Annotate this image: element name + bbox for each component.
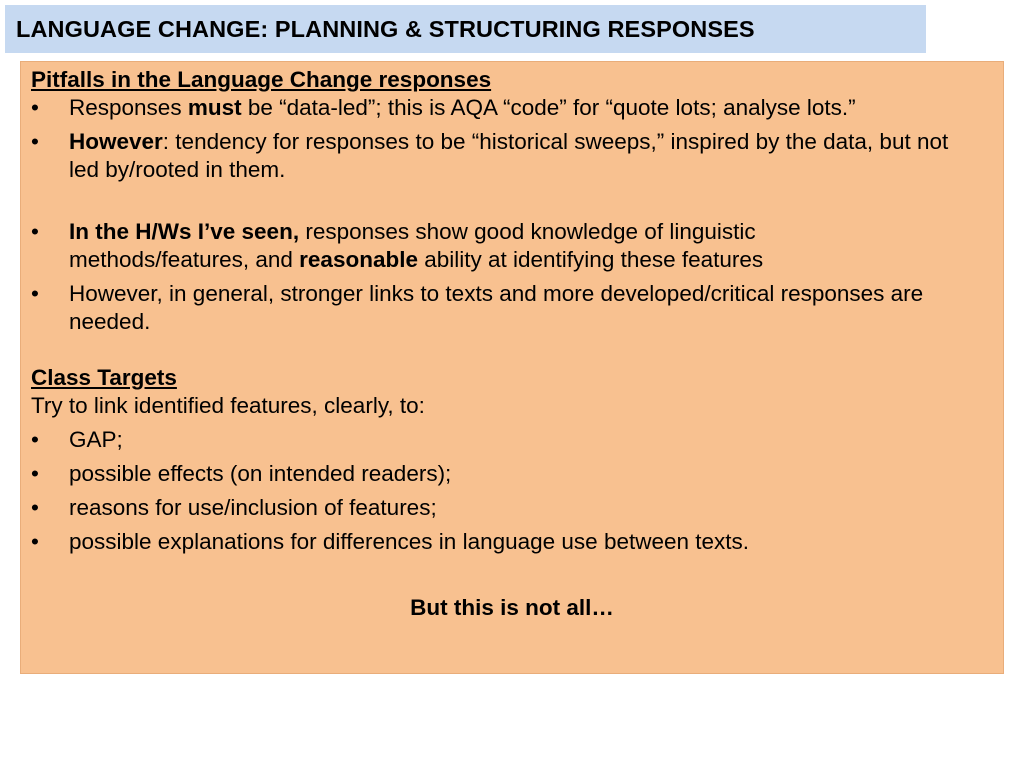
target-4-text: possible explanations for differences in language use between texts. (69, 529, 750, 554)
target-2-text: possible effects (on intended readers); (69, 461, 452, 486)
pitfall-item-2 (31, 128, 949, 184)
bullet-icon: • (31, 95, 39, 120)
pitfall-3-bold-2: reasonable (299, 247, 418, 272)
pitfall-item-1 (31, 94, 993, 122)
targets-heading: Class Targets (31, 365, 177, 390)
content-box (20, 61, 1004, 674)
target-3-text: reasons for use/inclusion of features; (69, 495, 437, 520)
target-item-2 (31, 460, 993, 488)
pitfall-1-text-a: Responses (69, 95, 188, 120)
target-item-3 (31, 494, 993, 522)
closing-line: But this is not all… (410, 595, 614, 620)
bullet-icon: • (31, 461, 39, 486)
pitfall-3-text-a: responses show good knowledge of linguistic methods/features, and (69, 219, 756, 272)
bullet-icon: • (31, 529, 39, 554)
pitfall-3-bold: In the H/Ws I’ve seen, (69, 219, 300, 244)
target-item-1 (31, 426, 993, 454)
bullet-icon: • (31, 129, 39, 154)
spacer (31, 556, 993, 594)
targets-intro: Try to link identified features, clearly, to: (31, 393, 425, 418)
bullet-icon: • (31, 495, 39, 520)
pitfall-3-text-b: ability at identifying these features (417, 247, 764, 272)
pitfall-item-4 (31, 280, 929, 336)
spacer (31, 184, 993, 212)
slide-title: LANGUAGE CHANGE: PLANNING & STRUCTURING RESPONSES (16, 15, 755, 42)
pitfall-1-bold: must (187, 95, 242, 120)
bullet-icon: • (31, 219, 39, 244)
pitfall-item-3 (31, 218, 909, 274)
pitfall-1-text-b: be “data-led”; this is AQA “code” for “quote lots; analyse lots.” (241, 95, 856, 120)
target-item-4 (31, 528, 993, 556)
targets-list (31, 426, 993, 556)
pitfall-2-bold: However (69, 129, 163, 154)
pitfall-4-text: However, in general, stronger links to texts and more developed/critical responses are needed. (69, 281, 924, 334)
target-1-text: GAP; (69, 427, 123, 452)
pitfall-2-text: : tendency for responses to be “historical sweeps,” inspired by the data, but not led by/rooted in them. (69, 129, 949, 182)
observations-list (31, 218, 993, 336)
spacer (31, 336, 993, 364)
pitfalls-heading: Pitfalls in the Language Change responses (31, 67, 492, 92)
title-bar (5, 5, 926, 53)
bullet-icon: • (31, 281, 39, 306)
pitfalls-list (31, 94, 993, 184)
bullet-icon: • (31, 427, 39, 452)
